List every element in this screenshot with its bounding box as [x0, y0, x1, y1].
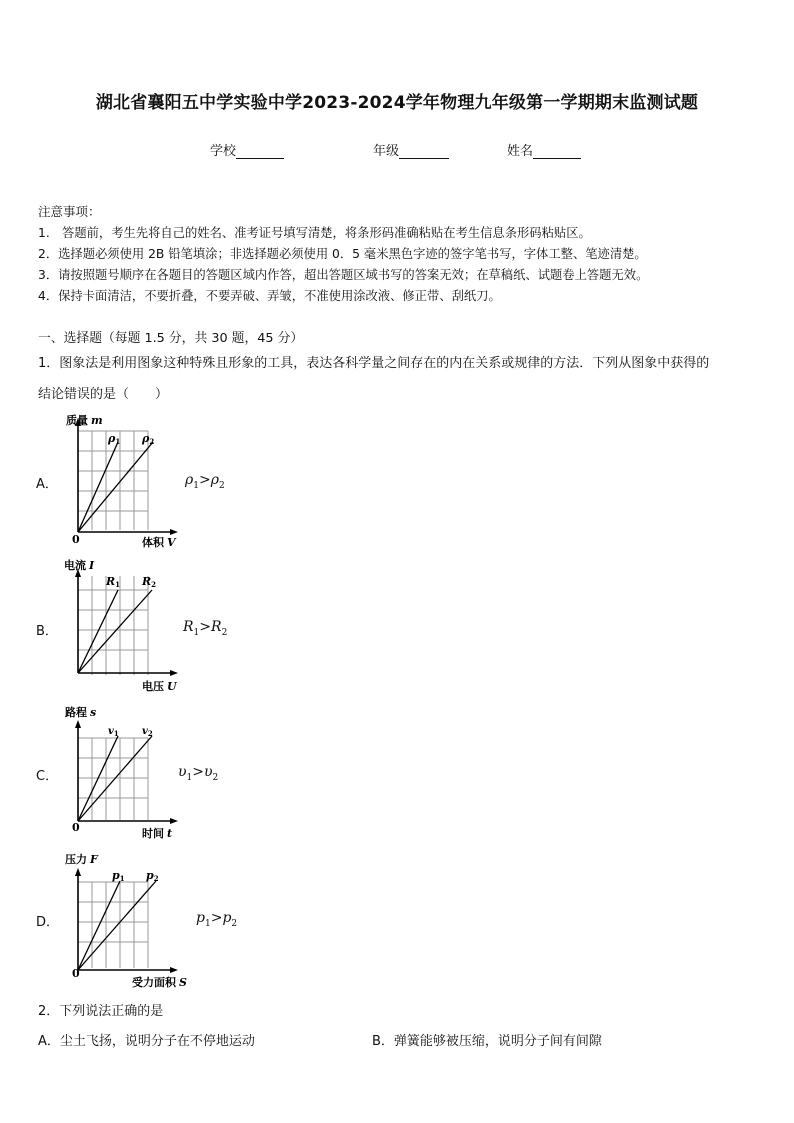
question-2-stem: 2．下列说法正确的是	[38, 1004, 164, 1019]
option-b-letter: B．	[36, 624, 58, 639]
school-blank	[236, 146, 284, 159]
option-a-relation: $\rho_1>\rho_2$	[185, 472, 225, 491]
section-heading: 一、选择题（每题 1.5 分，共 30 题，45 分）	[38, 331, 304, 346]
page-title: 湖北省襄阳五中学实验中学2023-2024学年物理九年级第一学期期末监测试题	[95, 93, 699, 113]
option-a-letter: A．	[36, 477, 58, 492]
option-c-relation: $\upsilon_1>\upsilon_2$	[178, 764, 219, 783]
notice-item: 3．请按照题号顺序在各题目的答题区域内作答，超出答题区域书写的答案无效；在草稿纸、试题卷上答题无效。	[38, 268, 649, 282]
y-axis-label: 电流 I	[64, 559, 95, 572]
line-label-2: ρ2	[142, 432, 155, 446]
grade-label: 年级	[373, 144, 400, 159]
graph-b	[60, 555, 190, 695]
notice-item: 2．选择题必须使用 2B 铅笔填涂；非选择题必须使用 0．5 毫米黑色字迹的签字笔书写，字体工整、笔迹清楚。	[38, 247, 647, 261]
option-c-letter: C．	[36, 769, 59, 784]
question-1-stem-cont: 结论错误的是（ ）	[38, 387, 169, 402]
x-axis-label: 体积 V	[142, 536, 176, 549]
x-axis-label: 电压 U	[142, 680, 177, 693]
origin-label: 0	[72, 821, 80, 834]
option-d-relation: $p_1>p_2$	[196, 910, 238, 929]
line-label-1: ρ1	[108, 432, 121, 446]
graph-d	[60, 846, 200, 990]
line-label-1: R1	[106, 575, 121, 589]
question-2-option-a: A．尘土飞扬，说明分子在不停地运动	[38, 1034, 255, 1049]
question-2-option-b: B．弹簧能够被压缩，说明分子间有间隙	[372, 1034, 602, 1049]
line-label-2: R2	[142, 575, 157, 589]
graph-a	[60, 410, 190, 550]
y-axis-label: 质量 m	[66, 414, 103, 427]
notice-item: 1. 答题前，考生先将自己的姓名、准考证号填写清楚，将条形码准确粘贴在考生信息条形码粘贴区。	[38, 226, 591, 240]
line-p2	[78, 881, 156, 970]
question-1-stem: 1．图象法是利用图象这种特殊且形象的工具，表达各科学量之间存在的内在关系或规律的方法．下列从图象中获得的	[38, 356, 710, 371]
line-r1	[78, 590, 118, 673]
option-d-letter: D．	[36, 915, 60, 930]
x-axis-label: 受力面积 S	[132, 976, 187, 989]
notice-heading: 注意事项：	[38, 204, 101, 219]
name-blank	[533, 146, 581, 159]
school-label: 学校	[210, 144, 237, 159]
grade-field	[373, 140, 449, 159]
name-label: 姓名	[507, 144, 534, 159]
line-label-1: $v_1$	[108, 726, 119, 738]
line-label-2: p2	[146, 869, 159, 883]
school-field	[210, 140, 284, 159]
graph-c	[60, 700, 190, 840]
line-label-1: p1	[112, 869, 125, 883]
line-rho1	[78, 442, 118, 532]
origin-label: 0	[72, 533, 80, 546]
option-b-relation: $R_1>R_2$	[183, 619, 228, 638]
line-rho2	[78, 442, 153, 532]
y-axis-label: 压力 F	[65, 853, 98, 866]
grade-blank	[399, 146, 449, 159]
x-axis-label: 时间 t	[142, 827, 173, 840]
line-label-2: $v_2$	[142, 726, 153, 738]
origin-label: 0	[72, 967, 80, 980]
line-p1	[78, 881, 120, 970]
line-r2	[78, 590, 152, 673]
notice-item: 4．保持卡面清洁，不要折叠，不要弄破、弄皱，不准使用涂改液、修正带、刮纸刀。	[38, 289, 501, 303]
name-field	[507, 140, 581, 159]
y-axis-label: 路程 s	[65, 706, 97, 719]
